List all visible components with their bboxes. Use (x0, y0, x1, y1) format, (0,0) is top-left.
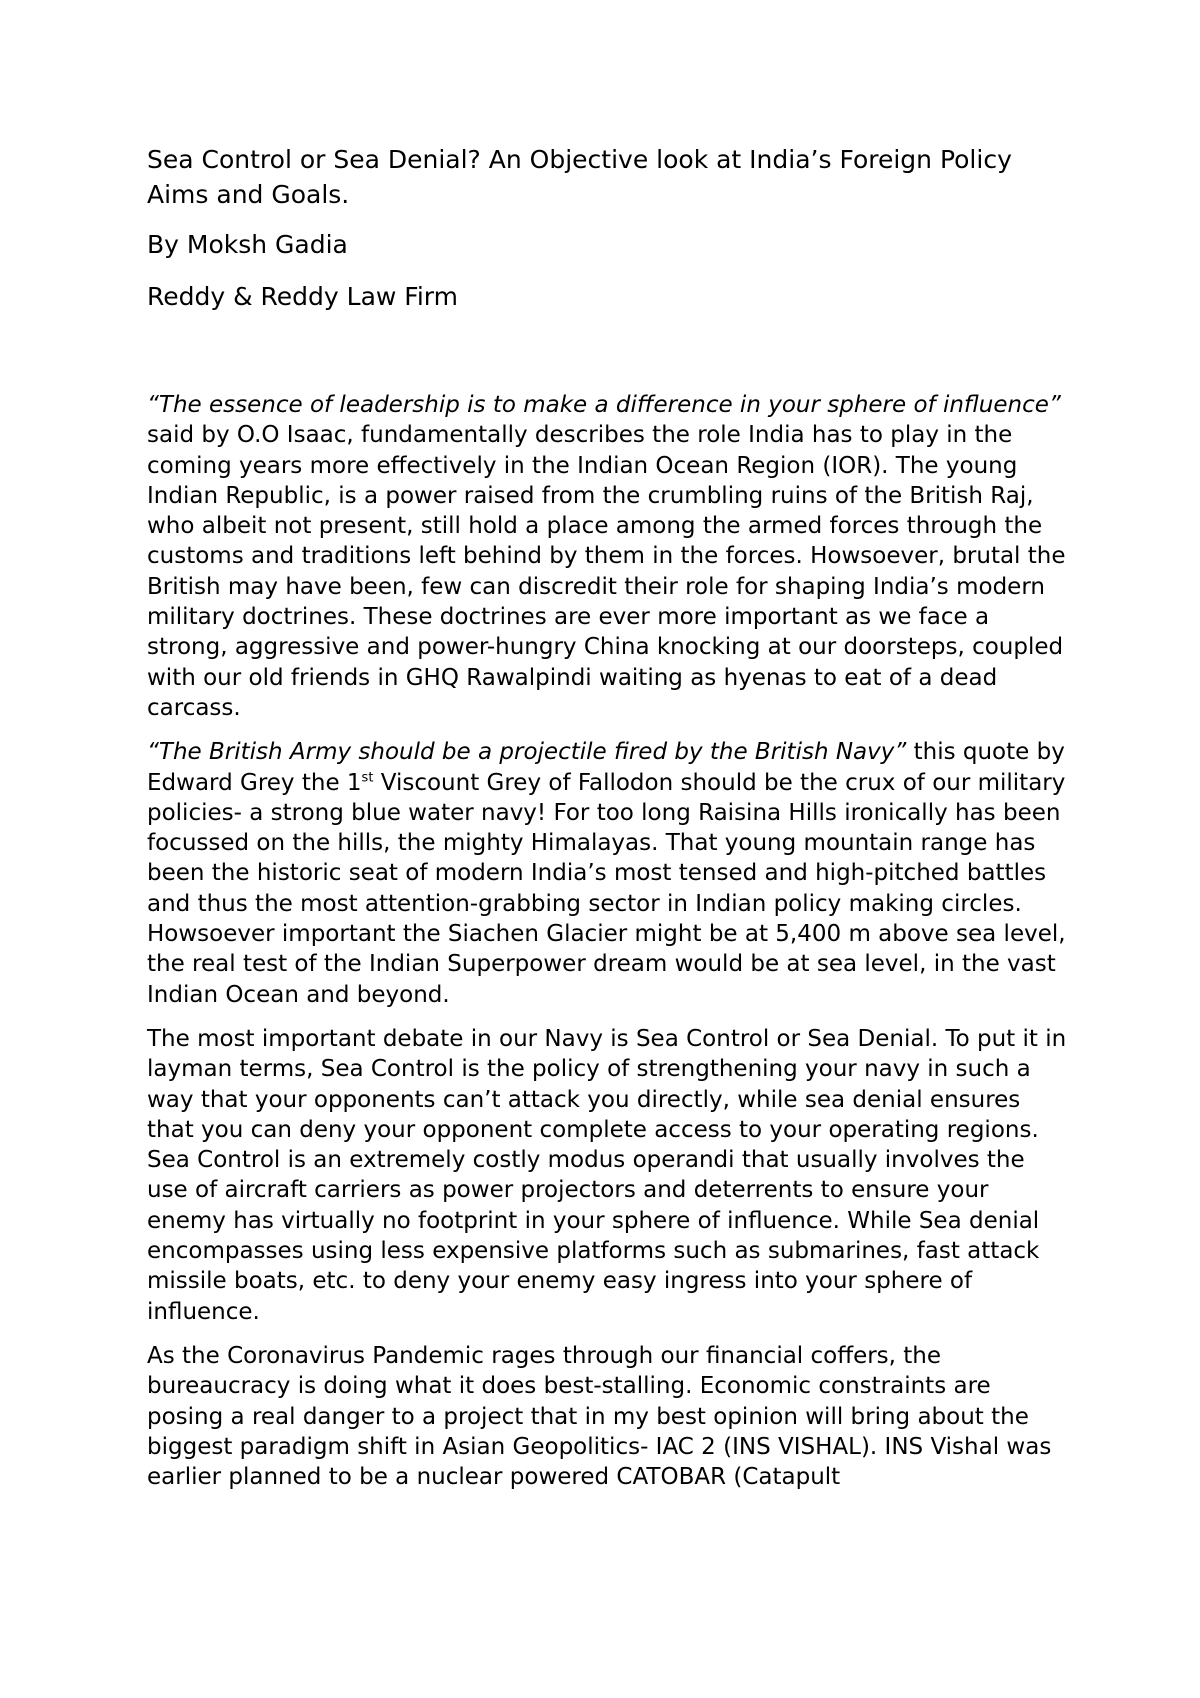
paragraph-3: The most important debate in our Navy is Sea Control or Sea Denial. To put it in layman terms, Sea Control is the policy of strengthening your navy in such a way that your opponents can’t attack you directly, while sea denial ensures that you can deny your opponent complete access to your operating regions. Sea Control is an extremely costly modus operandi that usually involves the use of aircraft carriers as power projectors and deterrents to ensure your enemy has virtually no footprint in your sphere of influence. While Sea denial encompasses using less expensive platforms such as submarines, fast attack missile boats, etc. to deny your enemy easy ingress into your sphere of influence. (147, 1025, 1067, 1325)
paragraph-1 (147, 390, 1067, 723)
paragraph-1-text: said by O.O Isaac, fundamentally describes the role India has to play in the coming years more effectively in the Indian Ocean Region (IOR). The young Indian Republic, is a power raised from the crumbling ruins of the British Raj, who albeit not present, still hold a place among the armed forces through the customs and traditions left behind by them in the forces. Howsoever, brutal the British may have been, few can discredit their role for shaping India’s modern military doctrines. These doctrines are ever more important as we face a strong, aggressive and power-hungry China knocking at our doorsteps, coupled with our old friends in GHQ Rawalpindi waiting as hyenas to eat of a dead carcass. (147, 422, 1066, 721)
paragraph-4: As the Coronavirus Pandemic rages through our financial coffers, the bureaucracy is doing what it does best-stalling. Economic constraints are posing a real danger to a project that in my best opinion will bring about the biggest paradigm shift in Asian Geopolitics- IAC 2 (INS VISHAL). INS Vishal was earlier planned to be a nuclear powered CATOBAR (Catapult (147, 1342, 1052, 1491)
paragraph-2-text-a: this quote by Edward Grey the 1 (147, 739, 1065, 796)
paragraph-2 (147, 737, 1067, 1010)
paragraph-2-text-b: Viscount Grey of Fallodon should be the crux of our military policies- a strong blue water navy! For too long Raisina Hills ironically has been focussed on the hills, the mighty Himalayas. That young mountain range has been the historic seat of modern India’s most tensed and high-pitched battles and thus the most attention-grabbing sector in Indian policy making circles. Howsoever important the Siachen Glacier might be at 5,400 m above sea level, the real test of the Indian Superpower dream would be at sea level, in the vast Indian Ocean and beyond. (147, 769, 1066, 1008)
document-title: Sea Control or Sea Denial? An Objective look at India’s Foreign Policy Aims and Goals. (147, 145, 1012, 209)
author-byline: By Moksh Gadia (147, 230, 348, 259)
leadership-quote: “The essence of leadership is to make a difference in your sphere of influence” (147, 392, 1061, 418)
ordinal-suffix: st (361, 769, 374, 785)
british-navy-quote: “The British Army should be a projectile fired by the British Navy” (147, 739, 907, 766)
document-page (147, 143, 1067, 1506)
author-affiliation: Reddy & Reddy Law Firm (147, 281, 458, 311)
